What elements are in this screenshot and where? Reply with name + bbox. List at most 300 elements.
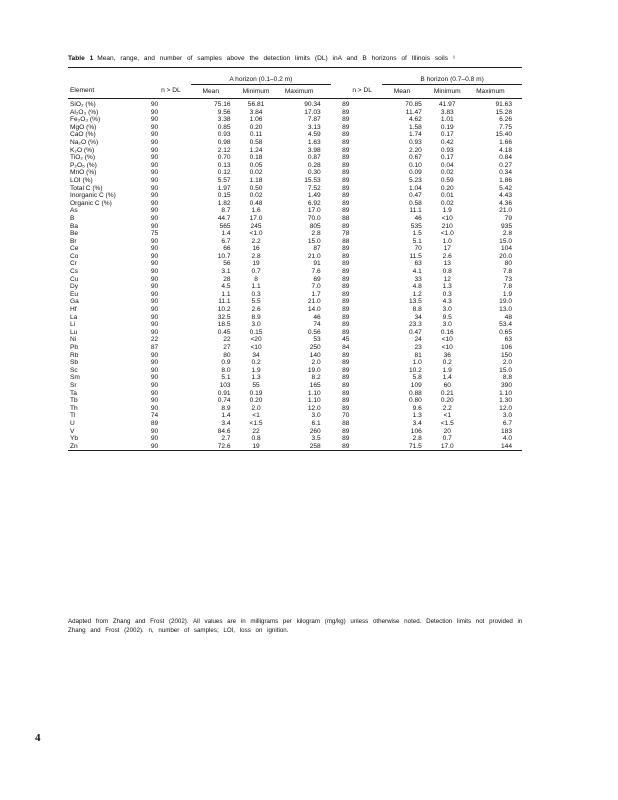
group-header-row (68, 74, 522, 85)
cell-b-max: 8.8 (502, 374, 512, 382)
table-row (68, 405, 522, 413)
cell-a-min: 17.0 (249, 214, 263, 222)
cell-element: U (70, 419, 75, 427)
cell-element: Tb (70, 397, 78, 405)
cell-a-max: 250 (309, 344, 321, 351)
cell-b-mean: 1.3 (412, 412, 422, 420)
cell-b-n: 89 (342, 442, 350, 450)
cell-b-min: 12 (443, 275, 451, 283)
cell-b-min: 0.59 (440, 176, 454, 184)
cell-b-max: 4.43 (499, 192, 512, 200)
cell-a-max: 3.5 (311, 435, 321, 443)
cell-b-min: 0.17 (440, 154, 454, 162)
cell-a-mean: 1.82 (217, 199, 231, 207)
cell-element: Tl (70, 412, 76, 420)
cell-b-max: 21.0 (499, 207, 512, 215)
cell-a-min: 0.19 (249, 389, 263, 397)
cell-b-mean: 33 (414, 275, 422, 283)
table-row (68, 374, 522, 382)
cell-b-max: 2.0 (502, 359, 512, 367)
cell-b-mean: 1.2 (412, 290, 422, 298)
cell-a-n: 90 (150, 245, 159, 253)
cell-b-max: 3.0 (502, 412, 512, 420)
cell-b-min: 210 (441, 222, 453, 230)
cell-b-n: 89 (342, 268, 350, 276)
cell-b-n: 89 (342, 131, 350, 139)
cell-a-min: 0.15 (249, 328, 263, 336)
cell-b-max: 73 (504, 275, 512, 283)
cell-a-n: 90 (150, 101, 159, 108)
cell-b-n: 88 (342, 214, 350, 222)
cell-b-mean: 106 (410, 427, 422, 435)
cell-b-n: 89 (342, 381, 350, 389)
cell-a-n: 90 (150, 313, 159, 321)
cell-a-max: 2.8 (311, 230, 321, 238)
cell-b-n: 89 (342, 260, 350, 268)
cell-b-min: 0.20 (440, 397, 454, 405)
cell-a-mean: 3.38 (217, 116, 231, 124)
cell-element: Rb (70, 351, 79, 359)
cell-element: Eu (70, 290, 79, 298)
table-row (68, 344, 522, 352)
cell-a-min: <1.0 (249, 230, 263, 238)
cell-a-mean: 0.70 (217, 154, 231, 162)
cell-element: Cu (70, 275, 79, 283)
cell-b-n: 89 (342, 245, 350, 253)
table-row (68, 291, 522, 299)
cell-b-mean: 63 (414, 260, 422, 268)
cell-b-min: 0.02 (440, 199, 454, 207)
cell-b-n: 89 (342, 222, 350, 230)
cell-b-mean: 13.5 (408, 298, 422, 306)
cell-b-min: 17.0 (440, 442, 454, 450)
cell-b-min: 1.9 (442, 366, 452, 374)
table-row (68, 238, 522, 246)
cell-element: K₂O (%) (70, 146, 95, 154)
cell-b-n: 89 (342, 351, 350, 359)
cell-b-min: 20 (443, 427, 451, 435)
cell-b-min: <1.5 (440, 419, 454, 427)
header-a-max: Maximum (278, 85, 331, 99)
cell-a-n: 90 (150, 184, 159, 192)
cell-a-max: 3.98 (307, 146, 321, 154)
header-a-min: Minimum (235, 85, 278, 99)
table-row (68, 443, 522, 451)
cell-a-n: 90 (150, 427, 159, 435)
cell-a-n: 90 (150, 290, 159, 298)
cell-b-mean: 4.1 (412, 268, 422, 276)
cell-a-mean: 0.13 (217, 161, 231, 169)
cell-a-n: 90 (150, 214, 159, 222)
cell-element: Ce (70, 245, 79, 253)
column-header-row (68, 85, 522, 99)
cell-a-n: 90 (150, 161, 159, 169)
table-row (68, 139, 522, 147)
cell-a-max: 7.0 (311, 283, 321, 291)
cell-b-n: 84 (342, 344, 350, 351)
cell-a-min: <1.5 (249, 419, 263, 427)
table-row (68, 390, 522, 398)
cell-element: CaO (%) (70, 131, 96, 139)
cell-element: TiO₂ (%) (70, 154, 96, 162)
cell-a-min: 8 (254, 275, 258, 283)
cell-a-mean: 0.85 (217, 123, 231, 131)
cell-a-max: 74 (313, 321, 321, 329)
table-row (68, 116, 522, 124)
table-row (68, 367, 522, 375)
cell-a-mean: 28 (223, 275, 231, 283)
cell-b-mean: 4.8 (412, 283, 422, 291)
cell-a-mean: 84.6 (217, 427, 231, 435)
cell-element: Organic C (%) (70, 199, 112, 207)
cell-element: Ni (70, 336, 77, 344)
cell-element: Ba (70, 222, 79, 230)
cell-b-max: 1.66 (499, 138, 512, 146)
cell-a-min: 16 (252, 245, 260, 253)
cell-a-min: 2.0 (251, 404, 261, 412)
cell-b-n: 70 (342, 412, 350, 420)
cell-b-max: 63 (504, 336, 512, 344)
header-a-mean: Mean (191, 85, 235, 99)
cell-b-min: 0.02 (440, 169, 454, 177)
cell-element: Lu (70, 328, 78, 336)
cell-a-min: 1.24 (249, 146, 263, 154)
cell-element: Fe₂O₃ (%) (70, 116, 101, 124)
cell-b-max: 7.75 (499, 123, 512, 131)
cell-b-mean: 1.5 (412, 230, 422, 238)
cell-b-max: 4.36 (499, 199, 512, 207)
cell-b-min: 1.01 (440, 116, 454, 124)
cell-a-n: 90 (150, 108, 159, 116)
cell-b-max: 1.30 (499, 397, 512, 405)
table-row (68, 352, 522, 360)
cell-b-mean: 70 (414, 245, 422, 253)
cell-b-max: 53.4 (499, 321, 512, 329)
cell-element: LOI (%) (70, 176, 93, 184)
cell-a-max: 3.0 (311, 412, 321, 420)
cell-a-max: 2.0 (311, 359, 321, 367)
cell-a-mean: 27 (223, 344, 231, 351)
cell-element: V (70, 427, 75, 435)
cell-b-min: 0.19 (440, 123, 454, 131)
b-horizon-header: B horizon (0.7–0.8 m) (382, 74, 522, 85)
cell-a-min: 1.9 (251, 366, 261, 374)
cell-a-min: 0.7 (251, 268, 261, 276)
cell-a-min: 0.50 (249, 184, 263, 192)
cell-a-n: 89 (150, 419, 159, 427)
cell-b-min: 0.04 (440, 161, 454, 169)
cell-a-max: 1.49 (307, 192, 321, 200)
cell-a-min: 2.2 (251, 237, 261, 245)
cell-b-mean: 0.93 (408, 138, 422, 146)
cell-b-max: 4.0 (502, 435, 512, 443)
cell-a-mean: 3.4 (221, 419, 231, 427)
cell-b-n: 89 (342, 192, 350, 200)
cell-b-n: 89 (342, 184, 350, 192)
cell-b-mean: 0.80 (408, 397, 422, 405)
cell-a-max: 15.0 (307, 237, 321, 245)
cell-a-mean: 0.98 (217, 138, 231, 146)
cell-a-max: 19.0 (307, 366, 321, 374)
cell-b-mean: 23.3 (408, 321, 422, 329)
cell-a-min: 56.81 (247, 101, 265, 108)
cell-element: Co (70, 252, 79, 260)
cell-a-n: 90 (150, 397, 159, 405)
cell-b-n: 89 (342, 116, 350, 124)
cell-a-mean: 5.57 (217, 176, 231, 184)
cell-b-min: <1 (443, 412, 452, 420)
cell-a-max: 140 (309, 351, 321, 359)
cell-b-max: 19.0 (499, 298, 512, 306)
table-row (68, 306, 522, 314)
cell-element: Ga (70, 298, 79, 306)
table-row (68, 162, 522, 170)
cell-a-max: 7.87 (307, 116, 321, 124)
cell-b-n: 89 (342, 328, 350, 336)
cell-b-mean: 24 (414, 336, 422, 344)
cell-b-min: 0.20 (440, 184, 454, 192)
cell-b-max: 183 (500, 427, 512, 435)
cell-a-min: 5.5 (251, 298, 261, 306)
cell-a-n: 90 (150, 306, 159, 314)
cell-a-mean: 56 (223, 260, 231, 268)
cell-a-n: 90 (150, 275, 159, 283)
cell-b-max: 6.7 (502, 419, 512, 427)
cell-a-n: 90 (150, 283, 159, 291)
cell-a-min: 55 (252, 381, 260, 389)
cell-a-max: 0.87 (307, 154, 321, 162)
cell-a-n: 75 (150, 230, 159, 238)
table-row (68, 268, 522, 276)
cell-b-mean: 3.4 (412, 419, 422, 427)
cell-a-max: 21.0 (307, 298, 321, 306)
cell-b-max: 144 (500, 442, 512, 450)
cell-b-n: 89 (342, 101, 350, 108)
cell-b-n: 89 (342, 161, 350, 169)
cell-b-mean: 1.0 (412, 359, 422, 367)
cell-element: Total C (%) (70, 184, 103, 192)
table-row (68, 109, 522, 117)
cell-b-n: 89 (342, 207, 350, 215)
cell-a-min: <1 (252, 412, 260, 420)
cell-a-min: 22 (252, 427, 260, 435)
cell-a-n: 90 (150, 321, 159, 329)
cell-b-max: 4.18 (499, 146, 512, 154)
cell-a-n: 90 (150, 131, 159, 139)
table-row (68, 283, 522, 291)
cell-a-n: 90 (150, 268, 159, 276)
cell-b-n: 89 (342, 275, 350, 283)
cell-a-n: 90 (150, 435, 159, 443)
cell-a-min: 0.05 (249, 161, 263, 169)
header-a-n: n > DL (143, 85, 191, 99)
table-row (68, 223, 522, 231)
cell-b-min: 1.3 (442, 283, 452, 291)
cell-b-min: 3.0 (442, 306, 452, 314)
cell-a-n: 90 (150, 138, 159, 146)
cell-a-max: 0.56 (307, 328, 321, 336)
cell-b-max: 1.10 (499, 389, 512, 397)
table-row (68, 276, 522, 284)
cell-b-min: 2.2 (442, 404, 452, 412)
table-caption (68, 55, 558, 62)
cell-b-min: 9.5 (442, 313, 452, 321)
cell-b-mean: 4.62 (408, 116, 422, 124)
cell-a-min: 0.8 (251, 435, 261, 443)
soil-data-table (68, 67, 522, 454)
cell-a-max: 46 (313, 313, 321, 321)
cell-b-mean: 9.6 (412, 404, 422, 412)
cell-a-min: 2.6 (251, 306, 261, 314)
cell-b-n: 89 (342, 321, 350, 329)
cell-element: MgO (%) (70, 123, 97, 131)
cell-a-max: 21.0 (307, 252, 321, 260)
cell-b-max: 106 (500, 344, 512, 351)
cell-b-mean: 2.20 (408, 146, 422, 154)
cell-b-mean: 1.04 (408, 184, 422, 192)
table-footnote: Adapted from Zhang and Frost (2002). All values are in milligrams per kilogram (mg/kg) unless otherwise noted. Detection limits not provided in Zhang and Frost (2002). n, number of samples; LOI, loss on ignition. (68, 618, 523, 634)
cell-b-n: 89 (342, 138, 350, 146)
cell-element: MnO (%) (70, 169, 97, 177)
cell-element: Yb (70, 435, 79, 443)
cell-b-min: <10 (441, 344, 453, 351)
cell-element: Pb (70, 344, 79, 351)
cell-b-n: 89 (342, 123, 350, 131)
cell-a-n: 74 (150, 412, 159, 420)
table-row (68, 412, 522, 420)
cell-a-mean: 66 (223, 245, 231, 253)
cell-b-n: 78 (342, 230, 350, 238)
cell-b-mean: 0.10 (408, 161, 422, 169)
cell-b-max: 1.86 (499, 176, 512, 184)
cell-a-n: 90 (150, 389, 159, 397)
cell-a-n: 90 (150, 404, 159, 412)
cell-a-mean: 1.97 (217, 184, 231, 192)
cell-a-max: 0.28 (307, 161, 321, 169)
cell-a-mean: 80 (223, 351, 231, 359)
cell-element: Zn (70, 442, 78, 450)
table-row (68, 154, 522, 162)
cell-a-mean: 44.7 (217, 214, 231, 222)
cell-b-n: 89 (342, 374, 350, 382)
table-row (68, 397, 522, 405)
cell-a-mean: 75.16 (214, 101, 231, 108)
cell-a-max: 7.6 (311, 268, 321, 276)
cell-a-min: 0.48 (249, 199, 263, 207)
cell-b-mean: 11.1 (409, 207, 422, 215)
cell-a-mean: 8.7 (221, 207, 231, 215)
table-row (68, 99, 522, 109)
cell-a-mean: 8.9 (221, 404, 231, 412)
cell-b-min: 4.3 (442, 298, 452, 306)
cell-a-mean: 6.7 (221, 237, 231, 245)
table-row (68, 321, 522, 329)
cell-a-max: 1.10 (307, 397, 321, 405)
cell-b-n: 88 (342, 237, 350, 245)
cell-a-mean: 72.6 (217, 442, 231, 450)
table-row (68, 435, 522, 443)
cell-b-min: <1.0 (440, 230, 454, 238)
cell-b-n: 89 (342, 397, 350, 405)
cell-a-n: 87 (150, 344, 159, 351)
cell-b-mean: 81 (414, 351, 422, 359)
cell-b-n: 89 (342, 298, 350, 306)
cell-b-mean: 1.58 (408, 123, 422, 131)
table-row (68, 245, 522, 253)
cell-a-n: 90 (150, 252, 159, 260)
table-row (68, 192, 522, 200)
cell-b-n: 89 (342, 306, 350, 314)
cell-b-n: 89 (342, 359, 350, 367)
cell-b-n: 89 (342, 404, 350, 412)
cell-b-min: 13 (443, 260, 451, 268)
cell-b-max: 935 (500, 222, 512, 230)
table-row (68, 428, 522, 436)
cell-b-mean: 2.8 (412, 435, 422, 443)
cell-b-max: 7.8 (502, 283, 512, 291)
cell-b-mean: 8.8 (412, 306, 422, 314)
cell-a-max: 69 (313, 275, 321, 283)
cell-b-max: 0.84 (499, 154, 512, 162)
cell-b-min: 3.0 (442, 321, 452, 329)
table-row (68, 230, 522, 238)
cell-b-mean: 11.47 (405, 108, 422, 116)
cell-b-mean: 71.5 (408, 442, 422, 450)
cell-a-max: 53 (313, 336, 321, 344)
cell-a-mean: 103 (219, 381, 231, 389)
cell-a-min: 19 (252, 442, 260, 450)
cell-a-max: 15.53 (304, 176, 321, 184)
table-row (68, 169, 522, 177)
cell-a-mean: 0.93 (217, 131, 231, 139)
table-row (68, 329, 522, 337)
cell-a-min: <20 (250, 336, 262, 344)
cell-b-n: 45 (342, 336, 350, 344)
cell-a-max: 14.0 (307, 306, 321, 314)
cell-element: SiO₂ (%) (70, 101, 96, 108)
cell-a-n: 90 (150, 442, 159, 450)
cell-a-max: 90.34 (304, 101, 321, 108)
cell-b-n: 89 (342, 389, 350, 397)
cell-b-mean: 1.74 (408, 131, 422, 139)
cell-a-min: 19 (252, 260, 260, 268)
cell-b-min: 0.17 (440, 131, 454, 139)
cell-a-n: 90 (150, 116, 159, 124)
cell-b-mean: 109 (410, 381, 422, 389)
cell-a-min: 1.06 (249, 116, 263, 124)
cell-a-n: 90 (150, 381, 159, 389)
cell-b-mean: 0.67 (408, 154, 422, 162)
cell-b-max: 0.34 (499, 169, 512, 177)
cell-element: Sm (70, 374, 80, 382)
header-b-min: Minimum (426, 85, 469, 99)
cell-element: Cs (70, 268, 79, 276)
cell-a-min: 0.2 (251, 359, 261, 367)
cell-a-mean: 11.1 (218, 298, 231, 306)
cell-a-n: 90 (150, 169, 159, 177)
cell-a-max: 70.0 (307, 214, 321, 222)
table-row (68, 185, 522, 193)
cell-a-max: 12.0 (307, 404, 321, 412)
cell-a-mean: 1.4 (221, 412, 231, 420)
cell-a-mean: 0.9 (221, 359, 231, 367)
cell-b-max: 12.0 (499, 404, 512, 412)
header-element: Element (68, 85, 143, 99)
cell-a-max: 6.1 (311, 419, 321, 427)
cell-b-n: 89 (342, 199, 350, 207)
table-row (68, 131, 522, 139)
cell-b-max: 20.0 (499, 252, 512, 260)
